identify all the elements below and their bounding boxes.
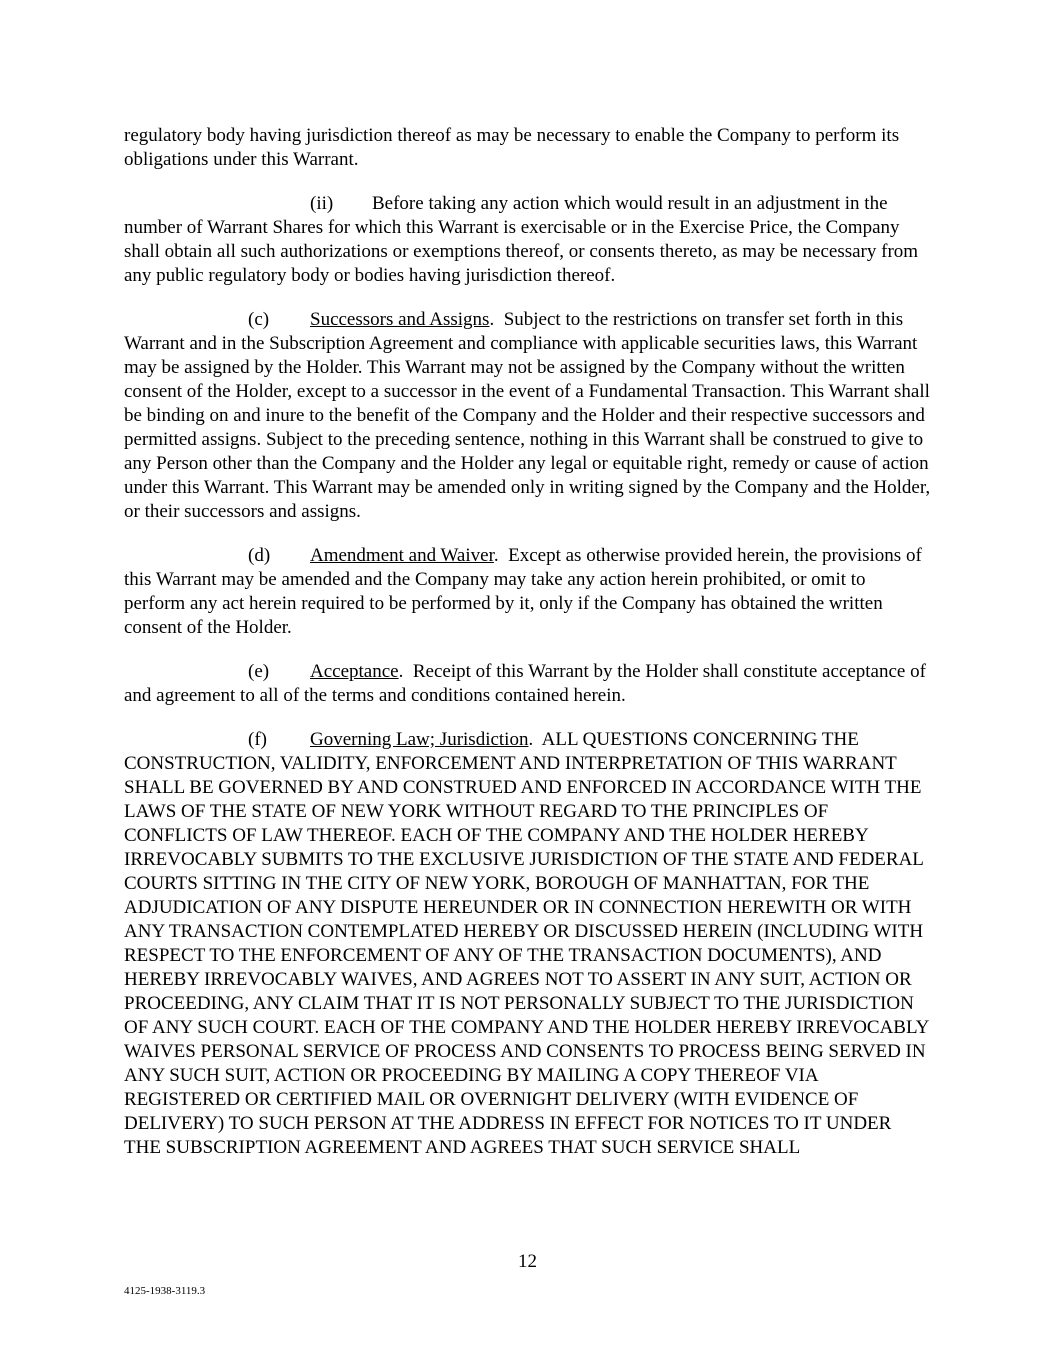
- subsection-ii-text: Before taking any action which would result in an adjustment in the number of Warrant Shares for which this Warrant is exercisable or in the Exercise Price, the Company shall obtain all such authorizations or exemptions thereof, or consents thereto, as may be necessary from any public regulatory body or bodies having jurisdiction thereof.: [124, 193, 919, 286]
- section-d-text: Except as otherwise provided herein, the provisions of this Warrant may be amended and the Company may take any action herein prohibited, or omit to perform any act herein required to be performed by it, only if the Company has obtained the written consent of the Holder.: [124, 545, 922, 638]
- section-c-text: Subject to the restrictions on transfer set forth in this Warrant and in the Subscription Agreement and compliance with applicable securities laws, this Warrant may be assigned by the Holder. This Warrant may not be assigned by the Company without the written consent of the Holder, except to a successor in the event of a Fundamental Transaction. This Warrant shall be binding on and inure to the benefit of the Company and the Holder and their respective successors and permitted assigns. Subject to the preceding sentence, nothing in this Warrant shall be construed to give to any Person other than the Company and the Holder any legal or equitable right, remedy or cause of action under this Warrant. This Warrant may be amended only in writing signed by the Company and the Holder, or their successors and assigns.: [124, 309, 931, 522]
- section-e-heading: Acceptance: [310, 661, 399, 682]
- section-f-heading: Governing Law; Jurisdiction: [310, 729, 529, 750]
- section-c-label: (c): [248, 309, 270, 330]
- section-e-label: (e): [248, 661, 270, 682]
- continuation-paragraph: [124, 124, 931, 172]
- page-number: 12: [518, 1251, 537, 1272]
- section-d-heading: Amendment and Waiver: [310, 545, 494, 566]
- section-d: (d) Amendment and Waiver. Except as otherwise provided herein, the provisions of this Warrant may be amended and the Company may take any action herein prohibited, or omit to perform any act herein required to be performed by it, only if the Company has obtained the written consent of the Holder.: [124, 545, 922, 638]
- section-d-label: (d): [248, 545, 271, 566]
- section-f-label: (f): [248, 729, 267, 750]
- section-e: (e) Acceptance. Receipt of this Warrant by the Holder shall constitute acceptance of and agreement to all of the terms and conditions contained herein.: [124, 661, 926, 706]
- section-f: (f) Governing Law; Jurisdiction. ALL QUESTIONS CONCERNING THE CONSTRUCTION, VALIDITY, ENFORCEMENT AND INTERPRETATION OF THIS WARRANT SHALL BE GOVERNED BY AND CONSTRUED AND ENFORCED IN ACCORDANCE WITH THE LAWS OF THE STATE OF NEW YORK WITHOUT REGARD TO THE PRINCIPLES OF CONFLICTS OF LAW THEREOF. EACH OF THE COMPANY AND THE HOLDER HEREBY IRREVOCABLY SUBMITS TO THE EXCLUSIVE JURISDICTION OF THE STATE AND FEDERAL COURTS SITTING IN THE CITY OF NEW YORK, BOROUGH OF MANHATTAN, FOR THE ADJUDICATION OF ANY DISPUTE HEREUNDER OR IN CONNECTION HEREWITH OR WITH ANY TRANSACTION CONTEMPLATED HEREBY OR DISCUSSED HEREIN (INCLUDING WITH RESPECT TO THE ENFORCEMENT OF ANY OF THE TRANSACTION DOCUMENTS), AND HEREBY IRREVOCABLY WAIVES, AND AGREES NOT TO ASSERT IN ANY SUIT, ACTION OR PROCEEDING, ANY CLAIM THAT IT IS NOT PERSONALLY SUBJECT TO THE JURISDICTION OF ANY SUCH COURT. EACH OF THE COMPANY AND THE HOLDER HEREBY IRREVOCABLY WAIVES PERSONAL SERVICE OF PROCESS AND CONSENTS TO PROCESS BEING SERVED IN ANY SUCH SUIT, ACTION OR PROCEEDING BY MAILING A COPY THEREOF VIA REGISTERED OR CERTIFIED MAIL OR OVERNIGHT DELIVERY (WITH EVIDENCE OF DELIVERY) TO SUCH PERSON AT THE ADDRESS IN EFFECT FOR NOTICES TO IT UNDER THE SUBSCRIPTION AGREEMENT AND AGREES THAT SUCH SERVICE SHALL: [124, 729, 929, 1158]
- section-c: (c) Successors and Assigns. Subject to the restrictions on transfer set forth in this Warrant and in the Subscription Agreement and compliance with applicable securities laws, this Warrant may be assigned by the Holder. This Warrant may not be assigned by the Company without the written consent of the Holder, except to a successor in the event of a Fundamental Transaction. This Warrant shall be binding on and inure to the benefit of the Company and the Holder and their respective successors and permitted assigns. Subject to the preceding sentence, nothing in this Warrant shall be construed to give to any Person other than the Company and the Holder any legal or equitable right, remedy or cause of action under this Warrant. This Warrant may be amended only in writing signed by the Company and the Holder, or their successors and assigns.: [124, 309, 931, 522]
- subsection-ii: [124, 192, 931, 288]
- subsection-ii-label: (ii): [310, 193, 334, 214]
- continuation-text: regulatory body having jurisdiction thereof as may be necessary to enable the Company to perform its obligations under this Warrant.: [124, 125, 900, 170]
- section-c-heading: Successors and Assigns: [310, 309, 490, 330]
- document-id: 4125-1938-3119.3: [124, 1285, 206, 1297]
- document-body: [124, 124, 931, 1160]
- section-e-text: Receipt of this Warrant by the Holder shall constitute acceptance of and agreement to all of the terms and conditions contained herein.: [124, 661, 926, 706]
- section-f-text: ALL QUESTIONS CONCERNING THE CONSTRUCTION, VALIDITY, ENFORCEMENT AND INTERPRETATION OF THIS WARRANT SHALL BE GOVERNED BY AND CONSTRUED AND ENFORCED IN ACCORDANCE WITH THE LAWS OF THE STATE OF NEW YORK WITHOUT REGARD TO THE PRINCIPLES OF CONFLICTS OF LAW THEREOF. EACH OF THE COMPANY AND THE HOLDER HEREBY IRREVOCABLY SUBMITS TO THE EXCLUSIVE JURISDICTION OF THE STATE AND FEDERAL COURTS SITTING IN THE CITY OF NEW YORK, BOROUGH OF MANHATTAN, FOR THE ADJUDICATION OF ANY DISPUTE HEREUNDER OR IN CONNECTION HEREWITH OR WITH ANY TRANSACTION CONTEMPLATED HEREBY OR DISCUSSED HEREIN (INCLUDING WITH RESPECT TO THE ENFORCEMENT OF ANY OF THE TRANSACTION DOCUMENTS), AND HEREBY IRREVOCABLY WAIVES, AND AGREES NOT TO ASSERT IN ANY SUIT, ACTION OR PROCEEDING, ANY CLAIM THAT IT IS NOT PERSONALLY SUBJECT TO THE JURISDICTION OF ANY SUCH COURT. EACH OF THE COMPANY AND THE HOLDER HEREBY IRREVOCABLY WAIVES PERSONAL SERVICE OF PROCESS AND CONSENTS TO PROCESS BEING SERVED IN ANY SUCH SUIT, ACTION OR PROCEEDING BY MAILING A COPY THEREOF VIA REGISTERED OR CERTIFIED MAIL OR OVERNIGHT DELIVERY (WITH EVIDENCE OF DELIVERY) TO SUCH PERSON AT THE ADDRESS IN EFFECT FOR NOTICES TO IT UNDER THE SUBSCRIPTION AGREEMENT AND AGREES THAT SUCH SERVICE SHALL: [124, 729, 929, 1158]
